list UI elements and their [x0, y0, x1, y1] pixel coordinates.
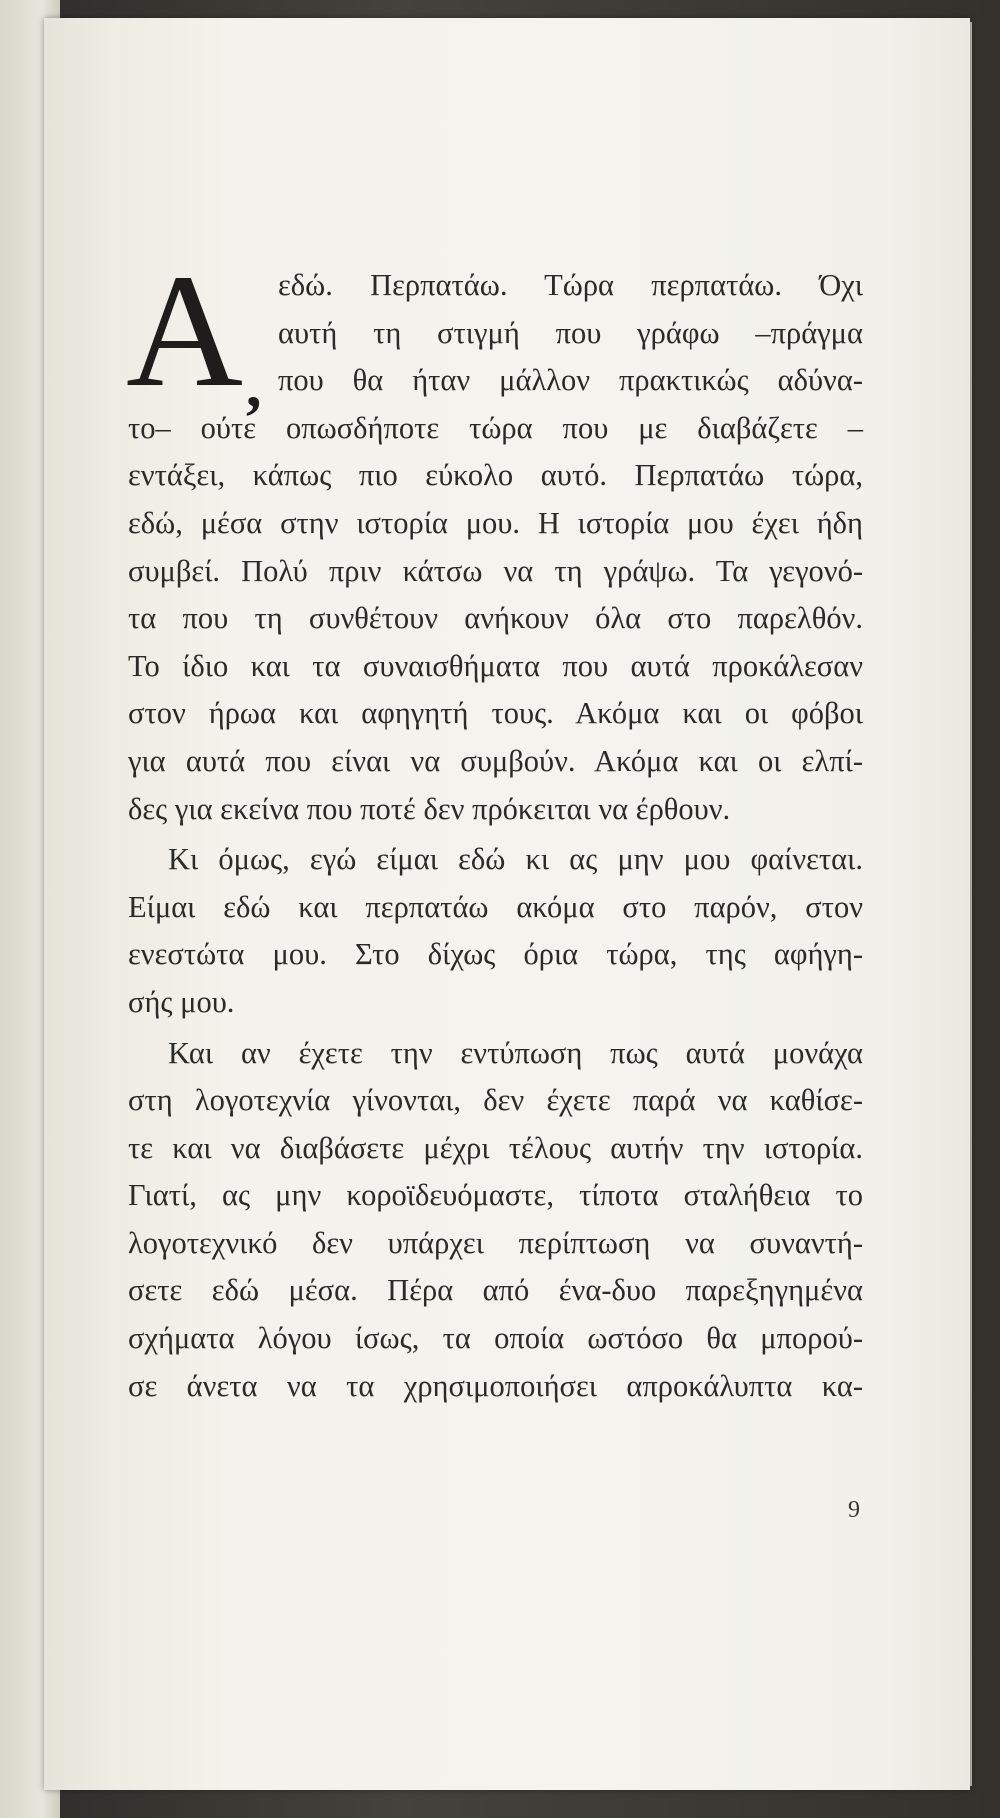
text-line: λογοτεχνικό δεν υπάρχει περίπτωση να συναντή- — [128, 1225, 863, 1260]
paragraph-3 — [128, 1030, 863, 1411]
text-line: το– ούτε οπωσδήποτε τώρα που με διαβάζετε – — [128, 410, 863, 445]
text-line: Το ίδιο και τα συναισθήματα που αυτά προκάλεσαν — [128, 648, 863, 683]
page-text — [126, 242, 863, 1410]
text-line: αυτή τη στιγμή που γράφω –πράγμα — [278, 315, 863, 350]
text-line: συμβεί. Πολύ πριν κάτσω να τη γράψω. Τα γεγονό- — [128, 553, 863, 588]
drop-cap-comma: , — [246, 352, 262, 420]
page-number: 9 — [848, 1497, 860, 1523]
drop-cap: Α — [126, 242, 243, 421]
text-line: που θα ήταν μάλλον πρακτικώς αδύνα- — [278, 363, 863, 398]
paragraph-1 — [126, 242, 863, 833]
text-line: Και αν έχετε την εντύπωση πως αυτά μονάχα — [168, 1035, 863, 1070]
text-line: Είμαι εδώ και περπατάω ακόμα στο παρόν, στον — [128, 889, 863, 924]
text-line: ενεστώτα μου. Στο δίχως όρια τώρα, της αφήγη- — [128, 937, 863, 972]
text-line: δες για εκείνα που ποτέ δεν πρόκειται να έρθουν. — [128, 791, 731, 826]
paragraph-2 — [128, 836, 863, 1026]
text-line: σετε εδώ μέσα. Πέρα από ένα-δυο παρεξηγημένα — [128, 1273, 863, 1308]
text-line: Κι όμως, εγώ είμαι εδώ κι ας μην μου φαίνεται. — [168, 842, 863, 877]
text-line: εντάξει, κάπως πιο εύκολο αυτό. Περπατάω τώρα, — [128, 458, 863, 493]
text-line: εδώ. Περπατάω. Τώρα περπατάω. Όχι — [278, 268, 863, 302]
text-line: τα που τη συνθέτουν ανήκουν όλα στο παρελθόν. — [128, 601, 863, 636]
text-line: σής μου. — [128, 984, 235, 1019]
text-line: για αυτά που είναι να συμβούν. Ακόμα και οι ελπί- — [128, 743, 863, 778]
text-line: στον ήρωα και αφηγητή τους. Ακόμα και οι φόβοι — [128, 696, 863, 731]
text-line: εδώ, μέσα στην ιστορία μου. Η ιστορία μου έχει ήδη — [128, 505, 863, 540]
text-line: Γιατί, ας μην κοροϊδευόμαστε, τίποτα σταλήθεια το — [128, 1178, 863, 1213]
text-line: τε και να διαβάσετε μέχρι τέλους αυτήν την ιστορία. — [128, 1130, 863, 1165]
text-line: σχήματα λόγου ίσως, τα οποία ωστόσο θα μπορού- — [128, 1321, 863, 1356]
text-line: σε άνετα να τα χρησιμοποιήσει απροκάλυπτα κα- — [128, 1368, 863, 1403]
text-line: στη λογοτεχνία γίνονται, δεν έχετε παρά να καθίσε- — [128, 1083, 863, 1118]
